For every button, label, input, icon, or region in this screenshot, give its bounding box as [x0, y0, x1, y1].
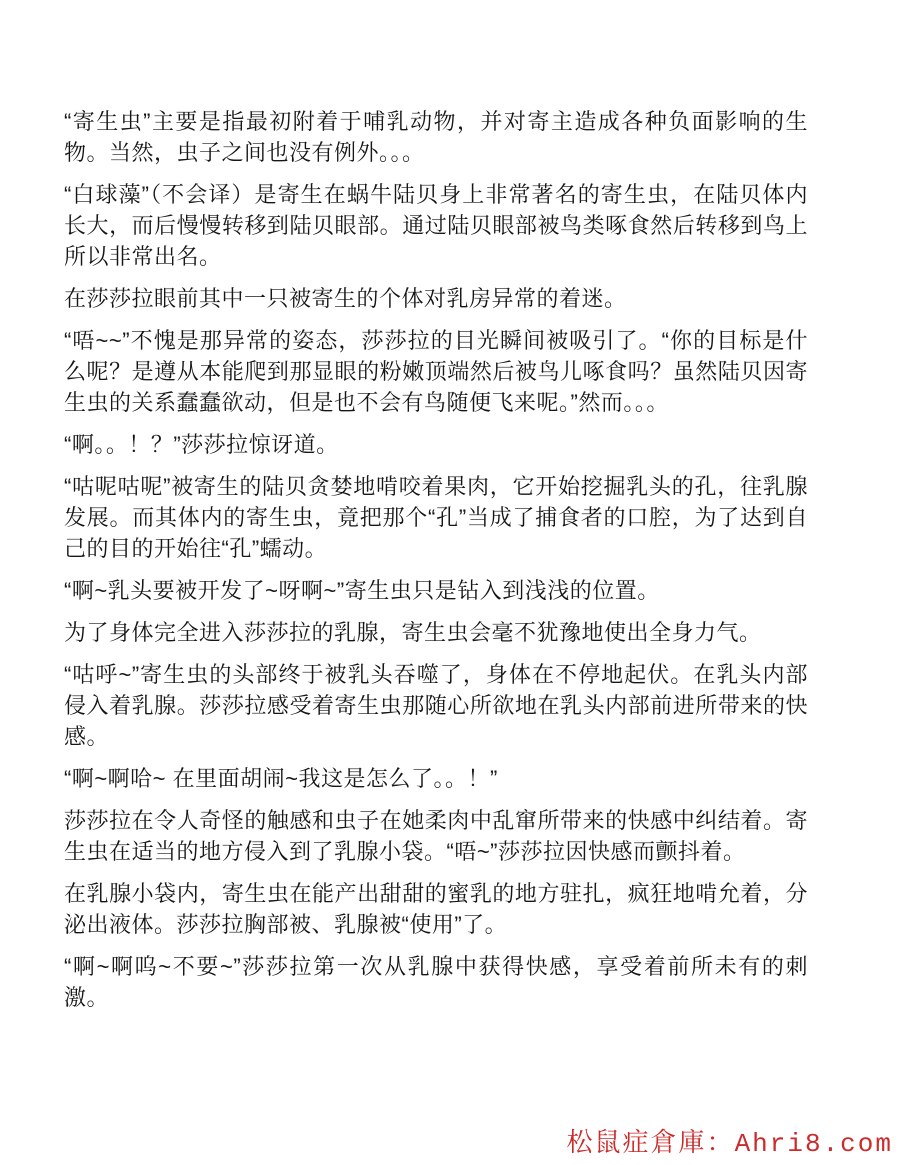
- paragraph-11: 莎莎拉在令人奇怪的触感和虫子在她柔肉中乱窜所带来的快感中纠结着。寄生虫在适当的地方侵入到了乳腺小袋。“唔~”莎莎拉因快感而颤抖着。: [64, 808, 808, 864]
- paragraph-5: “啊。。！？”莎莎拉惊讶道。: [64, 432, 339, 457]
- paragraph-6: “咕呢咕呢”被寄生的陆贝贪婪地啃咬着果肉，它开始挖掘乳头的孔，往乳腺发展。而其体内的寄生虫，竟把那个“孔”当成了捕食者的口腔，为了达到自己的目的开始往“孔”蠕动。: [64, 474, 808, 561]
- paragraph-1: “寄生虫”主要是指最初附着于哺乳动物，并对寄主造成各种负面影响的生物。当然，虫子之间也没有例外。。。: [64, 109, 808, 165]
- paragraph-12: 在乳腺小袋内，寄生虫在能产出甜甜的蜜乳的地方驻扎，疯狂地啃允着，分泌出液体。莎莎拉胸部被、乳腺被“使用”了。: [64, 881, 808, 937]
- paragraph-7: “啊~乳头要被开发了~呀啊~”寄生虫只是钻入到浅浅的位置。: [64, 578, 660, 603]
- paragraph-10: “啊~啊哈~ 在里面胡闹~我这是怎么了。。！”: [64, 766, 498, 791]
- paragraph-9: “咕呼~”寄生虫的头部终于被乳头吞噬了，身体在不停地起伏。在乳头内部侵入着乳腺。莎莎拉感受着寄生虫那随心所欲地在乳头内部前进所带来的快感。: [64, 662, 808, 749]
- watermark-separator: ：: [706, 1129, 735, 1159]
- paragraph-8: 为了身体完全进入莎莎拉的乳腺，寄生虫会毫不犹豫地使出全身力气。: [64, 620, 762, 645]
- paragraph-4: “唔~~”不愧是那异常的姿态，莎莎拉的目光瞬间被吸引了。“你的目标是什么呢？是遵从本能爬到那显眼的粉嫩顶端然后被鸟儿啄食吗？虽然陆贝因寄生虫的关系蠢蠢欲动，但是也不会有鸟随便飞来呢。”然而。。。: [64, 328, 808, 415]
- paragraph-2: “白球藻”（不会译）是寄生在蜗牛陆贝身上非常著名的寄生虫，在陆贝体内长大，而后慢慢转移到陆贝眼部。通过陆贝眼部被鸟类啄食然后转移到鸟上所以非常出名。: [64, 182, 808, 269]
- watermark-site-name: 松鼠症倉庫: [566, 1129, 707, 1159]
- paragraph-3: 在莎莎拉眼前其中一只被寄生的个体对乳房异常的着迷。: [64, 286, 627, 311]
- paragraph-13: “啊~啊呜~不要~”莎莎拉第一次从乳腺中获得快感，享受着前所未有的刺激。: [64, 954, 808, 1010]
- watermark: [567, 1129, 893, 1159]
- watermark-url: Ahri8.com: [734, 1129, 893, 1159]
- document-body: [64, 106, 808, 1024]
